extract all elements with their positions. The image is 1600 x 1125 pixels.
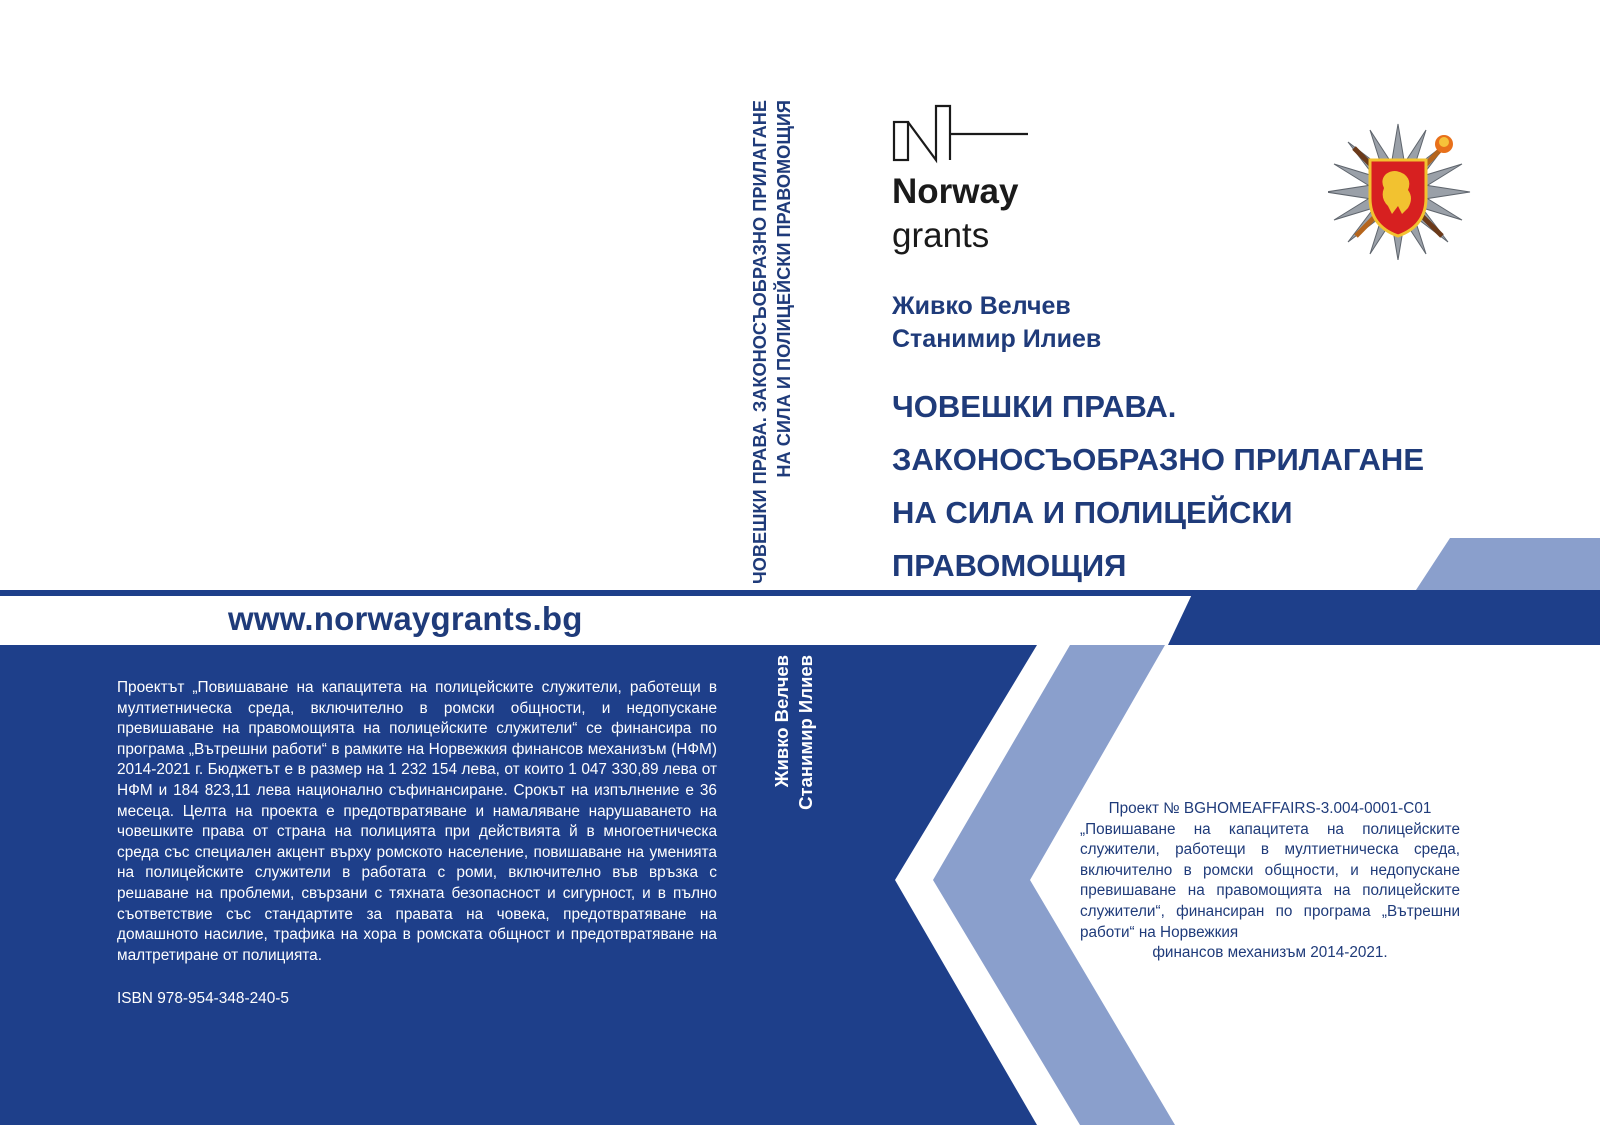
light-parallelogram — [1416, 538, 1600, 590]
front-blue-strip — [1168, 590, 1600, 645]
spine-author-1: Живко Велчев — [771, 655, 792, 788]
fire-safety-emblem-icon — [1328, 120, 1478, 260]
logo-norway-word: Norway — [892, 172, 1019, 211]
title-line-1: ЧОВЕШКИ ПРАВА. — [892, 389, 1177, 424]
project-description: Проектът „Повишаване на капацитета на полицейските служители, работещи в мултиетническа среда, включително в ромски общности, и недопускане превишаване на правомощията на полицейските служители“ се финансира по програма „Вътрешни работи“ в рамките на Норвежкия финансов механизъм (НФМ) 2014-2021 г. Бюджетът е в размер на 1 232 154 лева, от които 1 047 330,89 лева от НФМ и 184 823,11 лева национално съфинансиране. Срокът на изпълнение е 36 месеца. Целта на проекта е предотвратяване и намаляване нарушаването на човешките права от страна на полицията при действията й в многоетническа среда със специален акцент върху ромското население, повишаване на уменията на полицейските служители в работата с роми, включително във връзка с решаване на проблеми, свързани с тяхната безопасност и сигурност, и в пълно съответствие със стандартите за правата на човека, предотвратяване на домашното насилие, трафика на хора в ромската общност и предотвратяване на малтретиране от полицията. — [117, 679, 717, 964]
book-title — [892, 380, 1424, 592]
spine-title-line-2: НА СИЛА И ПОЛИЦЕЙСКИ ПРАВОМОЩИЯ — [774, 100, 794, 478]
front-authors — [892, 290, 1101, 356]
logo-grants-word: grants — [892, 216, 990, 255]
project-end: финансов механизъм 2014-2021. — [1152, 944, 1388, 962]
spine-title-line-1: ЧОВЕШКИ ПРАВА. ЗАКОНОСЪОБРАЗНО ПРИЛАГАНЕ — [750, 100, 770, 585]
front-author-1: Живко Велчев — [892, 292, 1071, 320]
isbn: ISBN 978-954-348-240-5 — [117, 990, 289, 1007]
project-number: Проект № BGHOMEAFFAIRS-3.004-0001-C01 — [1108, 800, 1432, 817]
spine-author-2: Станимир Илиев — [795, 655, 816, 810]
website-url: www.norwaygrants.bg — [228, 600, 583, 637]
project-info — [1080, 799, 1460, 964]
title-line-3: НА СИЛА И ПОЛИЦЕЙСКИ — [892, 495, 1293, 530]
project-body: „Повишаване на капацитета на полицейските служители, работещи в мултиетническа среда, включително в ромски общности, и недопускане превишаване на правомощията на полицейските служители“, финансиран по програма „Вътрешни работи“ на Норвежкия — [1080, 820, 1460, 941]
front-author-2: Станимир Илиев — [892, 325, 1102, 353]
spine-title — [748, 100, 820, 590]
spine-authors — [770, 655, 830, 825]
norway-grants-logo-icon — [892, 104, 1032, 164]
title-line-4: ПРАВОМОЩИЯ — [892, 548, 1127, 583]
title-line-2: ЗАКОНОСЪОБРАЗНО ПРИЛАГАНЕ — [892, 442, 1424, 477]
